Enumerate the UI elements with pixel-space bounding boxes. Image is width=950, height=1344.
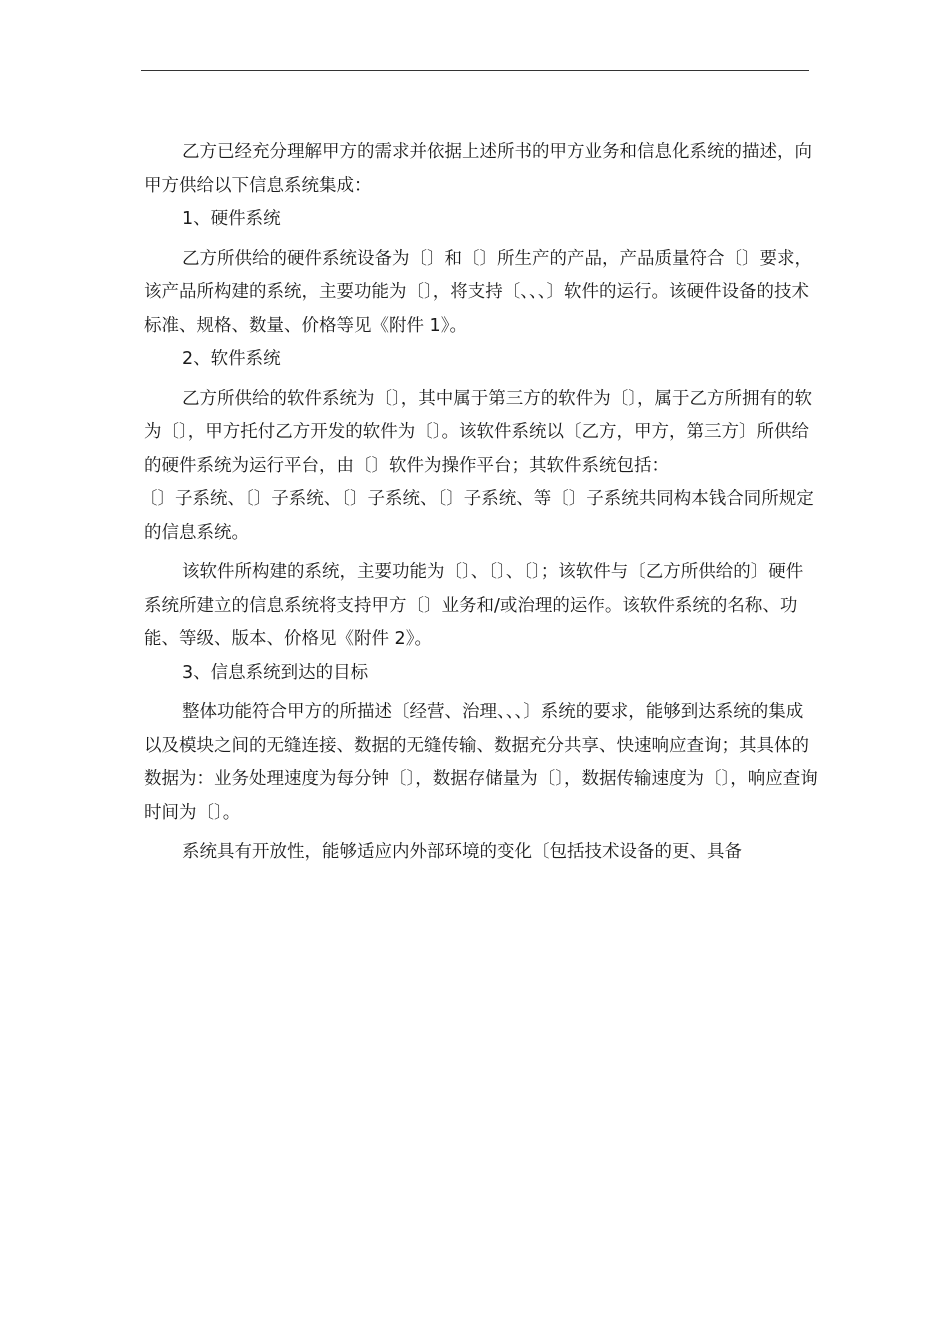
- header-rule: [141, 70, 809, 71]
- document-body: [140, 136, 820, 870]
- heading-system-goals: 3、信息系统到达的目标: [182, 662, 369, 683]
- paragraph-subsystems: 〔〕子系统、〔〕子系统、〔〕子系统、〔〕子系统、等〔〕子系统共同构本钱合同所规定的信息系统。: [140, 489, 814, 543]
- paragraph-software-functions: 该软件所构建的系统，主要功能为〔〕、〔〕、〔〕；该软件与〔乙方所供给的〕硬件系统所建立的信息系统将支持甲方〔〕业务和/或治理的运作。该软件系统的名称、功能、等级、版本、价格见《附件 2》。: [144, 562, 804, 649]
- paragraph-hardware: 乙方所供给的硬件系统设备为〔〕和〔〕所生产的产品，产品质量符合〔〕要求，该产品所构建的系统，主要功能为〔〕，将支持〔、、、〕软件的运行。该硬件设备的技术标准、规格、数量、价格等见《附件 1》。: [144, 248, 812, 336]
- paragraph-software: 乙方所供给的软件系统为〔〕，其中属于第三方的软件为〔〕，属于乙方所拥有的软为〔〕，甲方托付乙方开发的软件为〔〕。该软件系统以〔乙方，甲方，第三方〕所供给的硬件系统为运行平台，由〔〕软件为操作平台；其软件系统包括：: [144, 388, 812, 476]
- paragraph-openness: 系统具有开放性，能够适应内外部环境的变化〔包括技术设备的更、具备: [182, 842, 742, 862]
- paragraph-goals: 整体功能符合甲方的所描述〔经营、治理、、、〕系统的要求，能够到达系统的集成以及模块之间的无缝连接、数据的无缝传输、数据充分共享、快速响应查询；其具体的数据为：业务处理速度为每分钟〔〕，数据存储量为〔〕，数据传输速度为〔〕，响应查询时间为〔〕。: [144, 702, 818, 823]
- heading-hardware-system: 1、硬件系统: [182, 209, 281, 229]
- heading-software-system: 2、软件系统: [182, 349, 281, 369]
- paragraph-intro: 乙方已经充分理解甲方的需求并依据上述所书的甲方业务和信息化系统的描述，向甲方供给以下信息系统集成：: [144, 142, 812, 196]
